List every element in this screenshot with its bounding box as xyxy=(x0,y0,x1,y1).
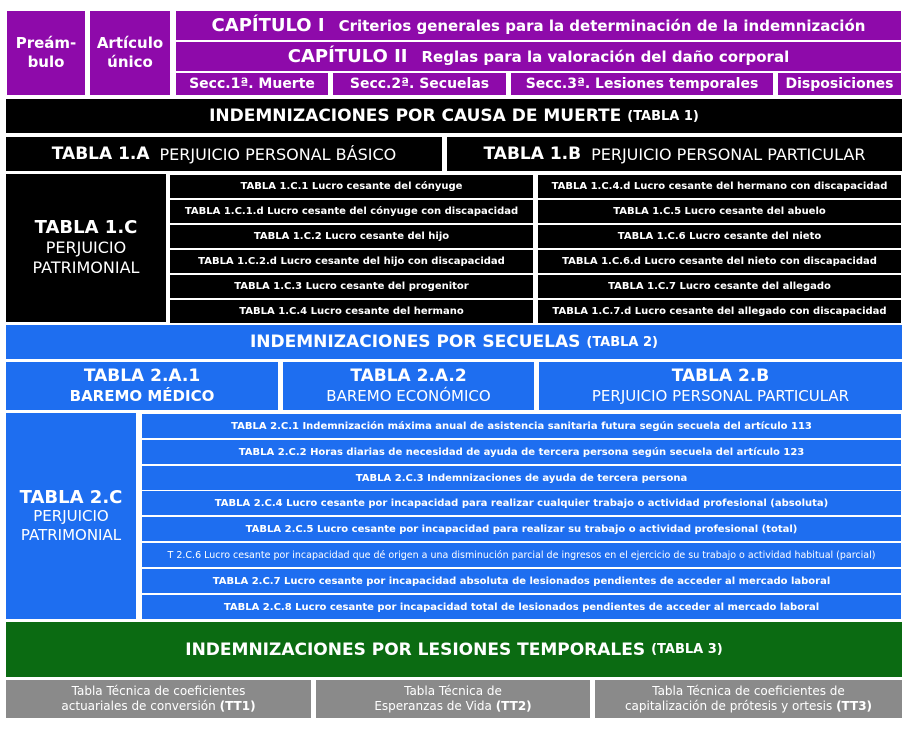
seccion-1-label: Secc.1ª. Muerte xyxy=(189,76,315,92)
tabla-2b-link[interactable] xyxy=(539,362,902,410)
tt2-code: (TT2) xyxy=(495,699,532,713)
tabla-2-title: INDEMNIZACIONES POR SECUELAS xyxy=(249,332,581,352)
tt1-desc: actuariales de conversión xyxy=(61,699,216,713)
tabla-1c-left-item-1[interactable] xyxy=(169,174,534,199)
tabla-1c-left-item-6-label: TABLA 1.C.4 Lucro cesante del hermano xyxy=(239,306,464,317)
capitulo-2-link[interactable] xyxy=(175,41,902,72)
tabla-2c-code: TABLA 2.C xyxy=(19,486,123,508)
tabla-2a2-link[interactable] xyxy=(283,362,534,410)
articulo-line2: único xyxy=(107,53,153,71)
tabla-1c-right-item-5-label: TABLA 1.C.7 Lucro cesante del allegado xyxy=(608,281,831,292)
disposiciones-link[interactable] xyxy=(777,72,902,96)
tabla-3-code: (TABLA 3) xyxy=(651,642,723,657)
tabla-3-header[interactable] xyxy=(6,622,902,677)
tabla-2a2-code: TABLA 2.A.2 xyxy=(350,366,467,386)
tabla-1c-left-item-3-label: TABLA 1.C.2 Lucro cesante del hijo xyxy=(253,231,450,242)
tt1-line2 xyxy=(61,699,255,714)
tabla-tecnica-tt2-link[interactable] xyxy=(316,680,590,718)
tabla-1c-left-item-5[interactable] xyxy=(169,274,534,299)
tabla-1c-right-item-1-label: TABLA 1.C.4.d Lucro cesante del hermano con discapacidad xyxy=(551,181,888,192)
tt2-line2 xyxy=(374,699,531,714)
tabla-3-title: INDEMNIZACIONES POR LESIONES TEMPORALES xyxy=(185,639,646,660)
tabla-1c-right-item-4[interactable] xyxy=(537,249,902,274)
tabla-1c-left-item-1-label: TABLA 1.C.1 Lucro cesante del cónyuge xyxy=(240,181,463,192)
capitulo-2-desc: Reglas para la valoración del daño corporal xyxy=(421,47,790,66)
tabla-1c-right-item-2[interactable] xyxy=(537,199,902,224)
seccion-2-label: Secc.2ª. Secuelas xyxy=(349,76,490,92)
tabla-1a-code: TABLA 1.A xyxy=(51,144,150,164)
tabla-1-title: INDEMNIZACIONES POR CAUSA DE MUERTE xyxy=(209,106,622,126)
tabla-tecnica-tt1-link[interactable] xyxy=(6,680,311,718)
preambulo-line1: Preám- xyxy=(15,34,77,52)
tabla-2c-item-4[interactable] xyxy=(141,490,902,516)
tabla-1c-right-item-2-label: TABLA 1.C.5 Lucro cesante del abuelo xyxy=(613,206,826,217)
tt2-desc: Esperanzas de Vida xyxy=(374,699,492,713)
tabla-2c-line1: PERJUICIO xyxy=(33,506,109,525)
tabla-1b-code: TABLA 1.B xyxy=(483,144,582,164)
capitulo-1-label: CAPÍTULO I xyxy=(211,15,325,36)
tabla-1c-right-item-3-label: TABLA 1.C.6 Lucro cesante del nieto xyxy=(617,231,822,242)
tabla-2c-line2: PATRIMONIAL xyxy=(20,525,122,544)
tabla-tecnica-tt3-link[interactable] xyxy=(595,680,902,718)
tt2-line1: Tabla Técnica de xyxy=(404,684,502,698)
tt3-code: (TT3) xyxy=(836,699,873,713)
tabla-2c-item-8[interactable] xyxy=(141,594,902,620)
tt1-line1: Tabla Técnica de coeficientes xyxy=(71,684,246,698)
tabla-2c-item-6-label: T 2.C.6 Lucro cesante por incapacidad que dé origen a una disminución parcial de ingresos en el ejercicio de su trabajo o actividad habitual (parcial) xyxy=(167,549,876,561)
tabla-2a1-link[interactable] xyxy=(6,362,278,410)
tt3-desc: capitalización de prótesis y ortesis xyxy=(624,699,833,713)
seccion-2-secuelas-link[interactable] xyxy=(332,72,507,96)
tabla-1c-right-item-6-label: TABLA 1.C.7.d Lucro cesante del allegado con discapacidad xyxy=(552,306,887,317)
articulo-line1: Artículo xyxy=(96,34,164,52)
tabla-2b-code: TABLA 2.B xyxy=(671,366,770,386)
tabla-1c-right-item-6[interactable] xyxy=(537,299,902,324)
tabla-1c-right-item-1[interactable] xyxy=(537,174,902,199)
tt3-line2 xyxy=(625,699,872,714)
tabla-1-code: (TABLA 1) xyxy=(627,108,699,124)
tabla-2c-item-2[interactable] xyxy=(141,439,902,465)
tabla-2c-item-3-label: TABLA 2.C.3 Indemnizaciones de ayuda de tercera persona xyxy=(355,472,688,484)
tabla-1c-line1: PERJUICIO xyxy=(45,238,127,257)
tabla-2c-item-5[interactable] xyxy=(141,516,902,542)
capitulo-1-desc: Criterios generales para la determinación de la indemnización xyxy=(338,16,866,35)
tabla-2c-item-6[interactable] xyxy=(141,542,902,568)
tabla-1c-link[interactable] xyxy=(6,174,166,322)
tabla-1c-left-item-4-label: TABLA 1.C.2.d Lucro cesante del hijo con discapacidad xyxy=(198,256,505,267)
tabla-1c-right-item-5[interactable] xyxy=(537,274,902,299)
tabla-2c-item-3[interactable] xyxy=(141,465,902,491)
capitulo-2-label: CAPÍTULO II xyxy=(287,46,408,67)
tabla-2b-desc: PERJUICIO PERSONAL PARTICULAR xyxy=(591,387,850,405)
tabla-2a1-desc: BAREMO MÉDICO xyxy=(69,387,215,405)
tabla-1b-link[interactable] xyxy=(447,137,902,171)
tabla-1c-left-item-2-label: TABLA 1.C.1.d Lucro cesante del cónyuge con discapacidad xyxy=(184,206,519,217)
tabla-1c-left-item-2[interactable] xyxy=(169,199,534,224)
tabla-1c-line2: PATRIMONIAL xyxy=(32,258,140,277)
seccion-1-muerte-link[interactable] xyxy=(175,72,329,96)
tabla-1c-left-item-5-label: TABLA 1.C.3 Lucro cesante del progenitor xyxy=(234,281,469,292)
tabla-2c-item-4-label: TABLA 2.C.4 Lucro cesante por incapacidad para realizar cualquier trabajo o actividad profesional (absoluta) xyxy=(214,497,829,509)
tabla-1c-left-item-6[interactable] xyxy=(169,299,534,324)
tabla-1c-right-item-4-label: TABLA 1.C.6.d Lucro cesante del nieto con discapacidad xyxy=(562,256,877,267)
preambulo-line2: bulo xyxy=(27,53,65,71)
preambulo-button[interactable] xyxy=(6,10,86,96)
tabla-2c-item-1-label: TABLA 2.C.1 Indemnización máxima anual de asistencia sanitaria futura según secuela del artículo 113 xyxy=(231,420,812,432)
disposiciones-label: Disposiciones xyxy=(785,76,894,92)
tt3-line1: Tabla Técnica de coeficientes de xyxy=(652,684,845,698)
tabla-2c-item-1[interactable] xyxy=(141,413,902,439)
tabla-2a1-code: TABLA 2.A.1 xyxy=(83,366,201,386)
tabla-1c-code: TABLA 1.C xyxy=(34,217,138,238)
seccion-3-label: Secc.3ª. Lesiones temporales xyxy=(525,76,759,92)
tabla-2c-item-7-label: TABLA 2.C.7 Lucro cesante por incapacidad absoluta de lesionados pendientes de acceder al mercado laboral xyxy=(212,575,831,587)
tabla-2c-item-5-label: TABLA 2.C.5 Lucro cesante por incapacidad para realizar su trabajo o actividad profesional (total) xyxy=(245,523,798,535)
tabla-2c-link[interactable] xyxy=(6,413,136,619)
tabla-2a2-desc: BAREMO ECONÓMICO xyxy=(326,387,491,405)
tabla-1a-link[interactable] xyxy=(6,137,442,171)
tabla-1c-right-item-3[interactable] xyxy=(537,224,902,249)
tt1-code: (TT1) xyxy=(219,699,256,713)
seccion-3-lesiones-link[interactable] xyxy=(510,72,774,96)
articulo-unico-button[interactable] xyxy=(89,10,171,96)
tabla-2c-item-8-label: TABLA 2.C.8 Lucro cesante por incapacidad total de lesionados pendientes de acceder al mercado laboral xyxy=(223,601,820,613)
tabla-1a-desc: PERJUICIO PERSONAL BÁSICO xyxy=(159,144,397,164)
tabla-1-header[interactable] xyxy=(6,99,902,133)
tabla-1c-left-item-3[interactable] xyxy=(169,224,534,249)
tabla-2-header[interactable] xyxy=(6,325,902,359)
tabla-2c-item-7[interactable] xyxy=(141,568,902,594)
tabla-2-code: (TABLA 2) xyxy=(586,334,659,350)
tabla-2c-item-2-label: TABLA 2.C.2 Horas diarias de necesidad de ayuda de tercera persona según secuela del artículo 123 xyxy=(238,446,805,458)
tabla-1c-left-item-4[interactable] xyxy=(169,249,534,274)
tabla-1b-desc: PERJUICIO PERSONAL PARTICULAR xyxy=(591,144,866,164)
capitulo-1-link[interactable] xyxy=(175,10,902,41)
